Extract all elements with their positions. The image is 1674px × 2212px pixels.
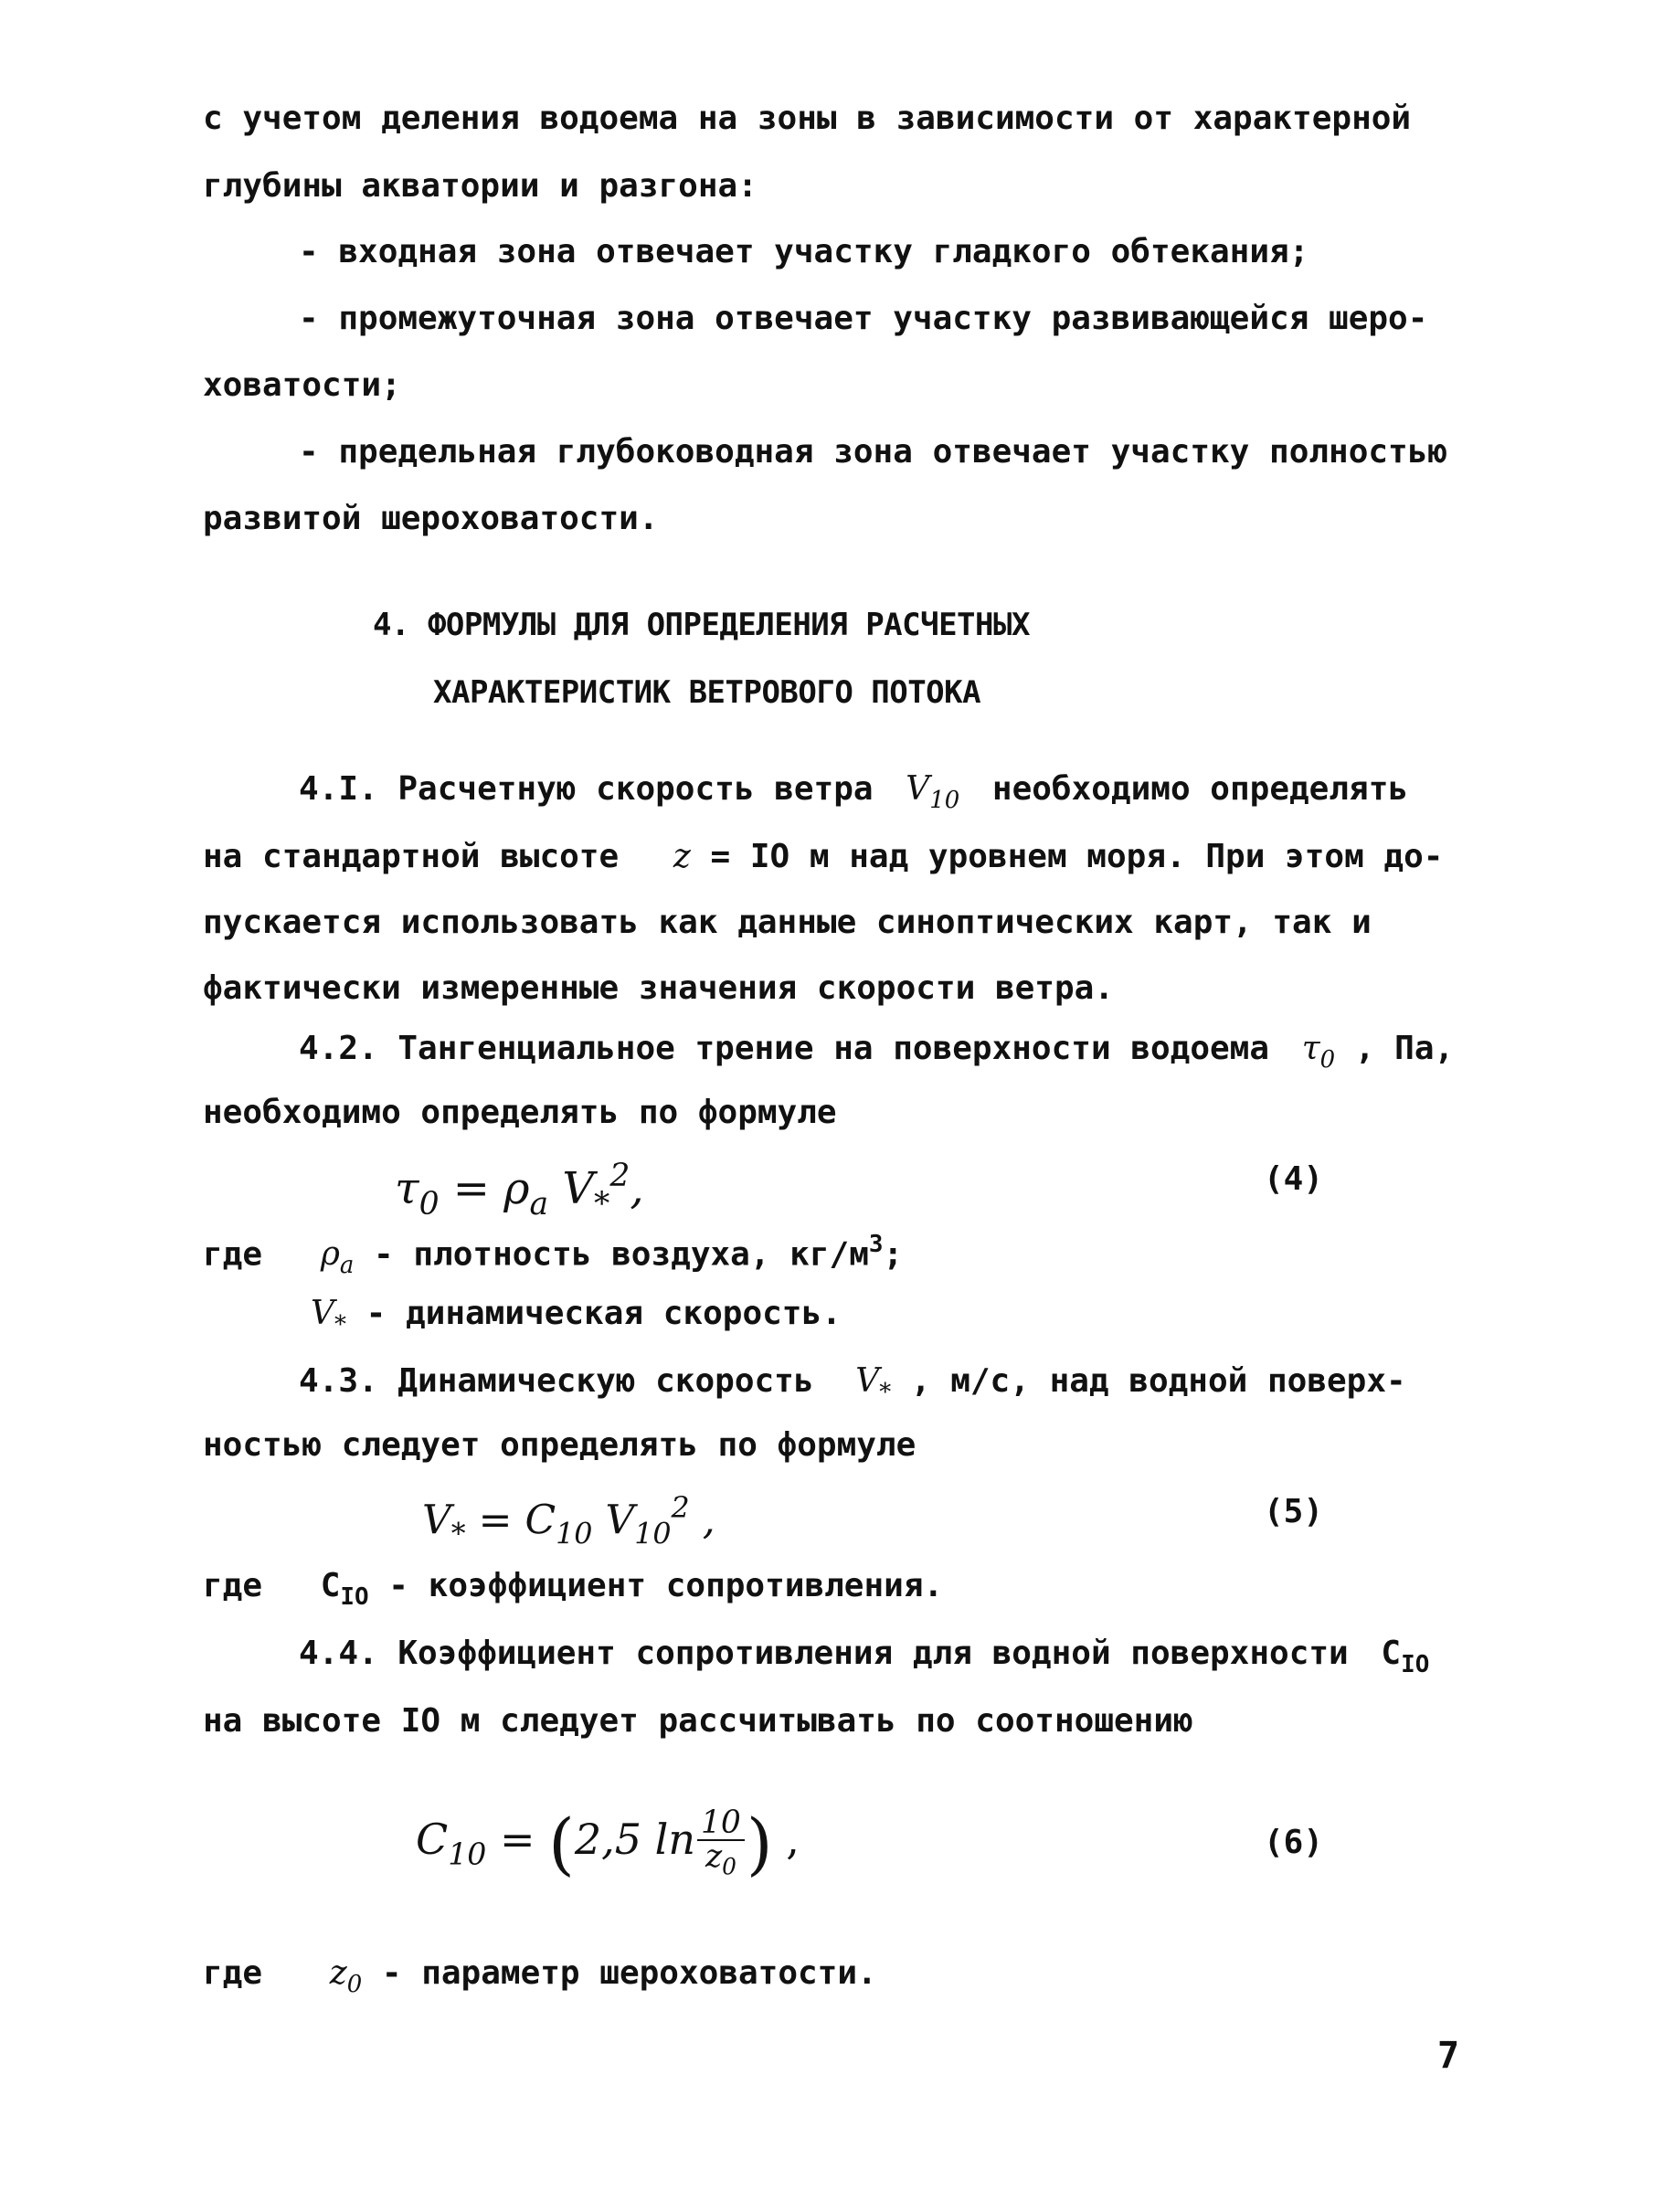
section-title-line-1: ФОРМУЛЫ ДЛЯ ОПРЕДЕЛЕНИЯ РАСЧЕТНЫХ <box>427 607 1030 643</box>
bullet-deep-zone-a: - предельная глубоководная зона отвечает участку полностью <box>299 433 1448 471</box>
equation-number-6: (6) <box>1264 1824 1324 1861</box>
p41-line-1 <box>299 770 1409 815</box>
p41-line-3: пускается использовать как данные синоптических карт, так и <box>203 904 1372 941</box>
p41-text-d: = IO м над уровнем моря. При этом до- <box>710 838 1444 875</box>
p41-text-b: необходимо определять <box>991 770 1409 808</box>
symbol-rho-a: $\rho_a$ <box>320 1235 355 1280</box>
section-heading-line-1 <box>373 607 1030 643</box>
formula-5: $V_* = C_{10}$ $V_{10}^2$ , <box>422 1492 715 1551</box>
formula-6: $C_{10} = (2,5$ ln $\frac{10}{z_0}$ ) , <box>416 1805 800 1884</box>
symbol-c10: $C_{IO}$ <box>320 1567 369 1612</box>
symbol-c10-2: $C_{IO}$ <box>1381 1635 1430 1679</box>
p43-text-a: 4.3. Динамическую скорость <box>299 1362 814 1400</box>
intro-line-2: глубины акватории и разгона: <box>203 167 758 205</box>
equation-number-4: (4) <box>1264 1160 1324 1198</box>
bullet-deep-zone-b: развитой шероховатости. <box>203 500 659 537</box>
c10-definition: - коэффициент сопротивления. <box>388 1567 944 1604</box>
where-label-2: где <box>203 1567 263 1604</box>
p43-line-1 <box>299 1362 1406 1407</box>
v-star-definition: - динамическая скорость. <box>366 1295 842 1332</box>
where-label: где <box>203 1235 263 1274</box>
bullet-intermediate-zone-a: - промежуточная зона отвечает участку развивающейся шеро- <box>299 300 1428 337</box>
section-title-line-2: ХАРАКТЕРИСТИК ВЕТРОВОГО ПОТОКА <box>433 674 981 711</box>
bullet-input-zone: - входная зона отвечает участку гладкого обтекания; <box>299 233 1309 270</box>
rho-definition: - плотность воздуха, кг/м <box>374 1235 869 1274</box>
symbol-z: z <box>673 838 691 875</box>
symbol-z0: $z_0$ <box>329 1954 363 1999</box>
section-number: 4. <box>373 607 409 643</box>
symbol-v10: $V_{10}$ <box>906 770 960 815</box>
where-z0 <box>203 1954 877 1999</box>
where-rho: где $\rho_a$ - плотность воздуха, $кг/м^3$; <box>203 1231 904 1280</box>
fraction-10-over-z0: $\frac{10}{z_0}$ <box>697 1807 745 1879</box>
where-v-star <box>311 1297 842 1338</box>
p41-text-c: на стандартной высоте <box>203 838 620 875</box>
formula-4: $\tau_0 = \rho_a$ $V_*^2$, <box>395 1158 644 1223</box>
where-label-3: где <box>203 1954 263 1992</box>
p43-text-b: , м/с, над водной поверх- <box>910 1362 1406 1400</box>
symbol-v-star-2: $V_*$ <box>855 1362 892 1407</box>
intro-line-1: с учетом деления водоема на зоны в зависимости от характерной <box>203 100 1412 137</box>
p42-line-2: необходимо определять по формуле <box>203 1094 837 1131</box>
p41-line-4: фактически измеренные значения скорости ветра. <box>203 969 1114 1007</box>
page-number: 7 <box>1437 2035 1460 2077</box>
p44-line-1 <box>299 1637 1429 1678</box>
symbol-tau0: $\tau_0$ <box>1301 1030 1336 1074</box>
p42-line-1 <box>299 1032 1454 1073</box>
p41-text-a: 4.I. Расчетную скорость ветра <box>299 770 874 808</box>
symbol-v-star: $V_*$ <box>311 1295 346 1339</box>
where-c10 <box>203 1567 944 1612</box>
p42-text-b: , Па, <box>1354 1030 1455 1067</box>
p44-line-2: на высоте IO м следует рассчитывать по соотношению <box>203 1702 1193 1740</box>
bullet-intermediate-zone-b: ховатости; <box>203 366 401 404</box>
p44-text-a: 4.4. Коэффициент сопротивления для водной поверхности <box>299 1635 1349 1672</box>
p43-line-2: ностью следует определять по формуле <box>203 1426 916 1464</box>
z0-definition: - параметр шероховатости. <box>381 1954 877 1992</box>
p41-line-2 <box>203 838 1444 875</box>
p42-text-a: 4.2. Тангенциальное трение на поверхности водоема <box>299 1030 1270 1067</box>
equation-number-5: (5) <box>1264 1493 1324 1530</box>
